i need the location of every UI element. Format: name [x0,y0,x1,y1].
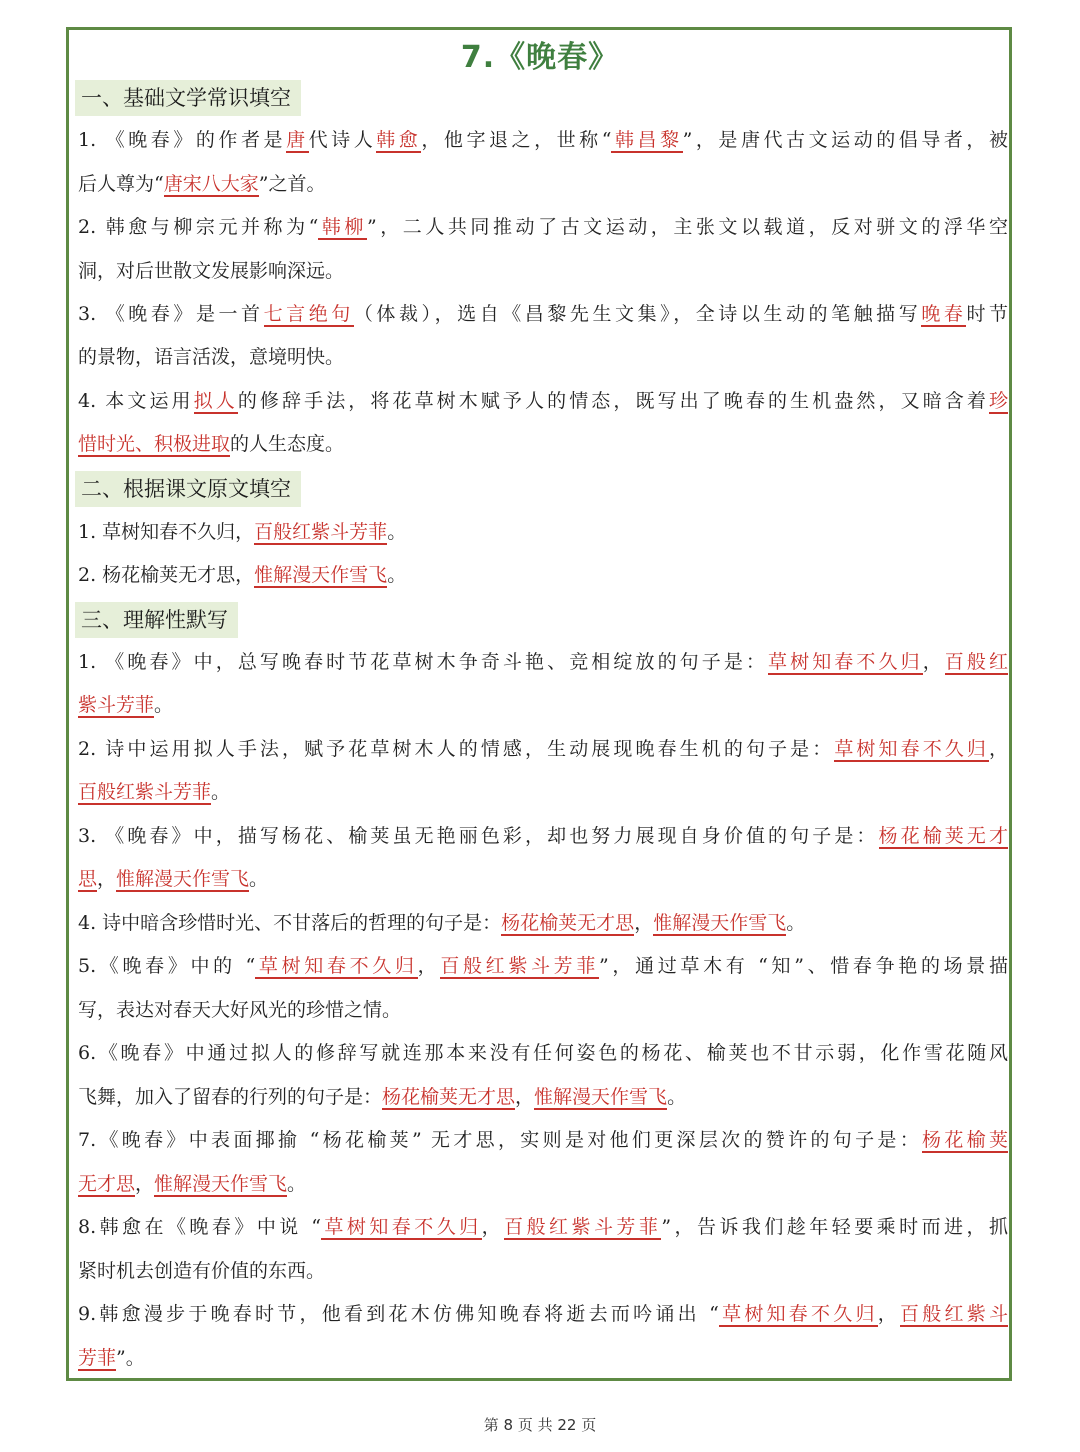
answer: 草树知春不久归 [255,955,418,977]
s3-q3-line2: 思，惟解漫天作雪飞。 [78,868,269,890]
s3-q9-line1: 9.韩愈漫步于晚春时节，他看到花木仿佛知晚春将逝去而吟诵出 “草树知春不久归，百般红紫斗 [78,1303,1008,1325]
section-heading-understanding: 三、理解性默写 [75,602,238,638]
s3-q9-line2: 芳菲”。 [78,1347,145,1369]
s3-q8-line1: 8.韩愈在《晚春》中说 “草树知春不久归，百般红紫斗芳菲”，告诉我们趁年轻要乘时而进，抓 [78,1216,1008,1238]
s3-q2-line2: 百般红紫斗芳菲。 [78,781,231,803]
answer: 百般红紫斗芳菲 [78,781,212,803]
answer: 唐 [286,129,309,151]
page-number: 第 8 页 共 22 页 [483,1416,597,1434]
answer: 惜时光、积极进取 [78,433,231,455]
answer: 百般红紫斗 [900,1303,1008,1325]
s3-q4: 4. 诗中暗含珍惜时光、不甘落后的哲理的句子是：杨花榆荚无才思，惟解漫天作雪飞。 [78,912,806,934]
answer: 珍 [988,390,1008,412]
answer: 惟解漫天作雪飞 [534,1086,668,1108]
answer: 草树知春不久归 [320,1216,482,1238]
s1-q1-line2: 后人尊为“唐宋八大家”之首。 [78,173,326,195]
answer: 紫斗芳菲 [78,694,155,716]
answer: 晚春 [921,303,967,325]
s3-q7-line1: 7.《晚春》中表面揶揄 “杨花榆荚” 无才思，实则是对他们更深层次的赞许的句子是：杨花榆荚 [78,1129,1008,1151]
answer: 惟解漫天作雪飞 [116,868,250,890]
s3-q7-line2: 无才思，惟解漫天作雪飞。 [78,1173,307,1195]
page-title: 7.《晚春》 [460,40,620,75]
answer: 韩愈 [376,129,422,151]
answer: 杨花榆荚无才思 [501,912,635,934]
s1-q2-line2: 洞，对后世散文发展影响深远。 [78,260,345,282]
answer: 七言绝句 [263,303,354,325]
answer: 芳菲 [78,1347,117,1369]
section-heading-basic: 一、基础文学常识填空 [75,80,301,116]
section-heading-recite: 二、根据课文原文填空 [75,471,301,507]
answer: 草树知春不久归 [768,651,923,673]
answer: 杨花榆荚 [922,1129,1008,1151]
answer: 拟人 [193,390,238,412]
answer: 杨花榆荚无才 [878,825,1008,847]
s1-q4-line2: 惜时光、积极进取的人生态度。 [78,433,345,455]
answer: 韩昌黎 [611,129,683,151]
answer: 唐宋八大家 [163,173,259,195]
answer: 无才思 [78,1173,136,1195]
s3-q8-line2: 紧时机去创造有价值的东西。 [78,1260,326,1282]
s2-q2: 2. 杨花榆荚无才思，惟解漫天作雪飞。 [78,564,407,586]
s3-q1-line1: 1. 《晚春》中，总写晚春时节花草树木争奇斗艳、竞相绽放的句子是：草树知春不久归，百般红 [78,651,1008,673]
answer: 思 [78,868,98,890]
answer: 惟解漫天作雪飞 [254,564,388,586]
s3-q2-line1: 2. 诗中运用拟人手法，赋予花草树木人的情感，生动展现晚春生机的句子是：草树知春不久归， [78,738,1008,760]
s3-q5-line1: 5.《晚春》中的 “草树知春不久归，百般红紫斗芳菲”，通过草木有 “知”、惜春争艳的场景描 [78,955,1008,977]
s1-q1-line1: 1. 《晚春》的作者是唐代诗人韩愈，他字退之，世称“韩昌黎”，是唐代古文运动的倡导者，被 [78,129,1008,151]
s1-q3-line2: 的景物，语言活泼，意境明快。 [78,346,345,368]
answer: 草树知春不久归 [718,1303,878,1325]
answer: 惟解漫天作雪飞 [154,1173,288,1195]
s3-q1-line2: 紫斗芳菲。 [78,694,174,716]
s3-q6-line2: 飞舞，加入了留春的行列的句子是：杨花榆荚无才思，惟解漫天作雪飞。 [78,1086,687,1108]
answer: 韩柳 [318,216,367,238]
answer: 百般红 [944,651,1008,673]
answer: 草树知春不久归 [834,738,989,760]
s3-q5-line2: 写，表达对春天大好风光的珍惜之情。 [78,999,402,1021]
answer: 百般红紫斗芳菲 [504,1216,662,1238]
s3-q6-line1: 6.《晚春》中通过拟人的修辞写就连那本来没有任何姿色的杨花、榆荚也不甘示弱，化作雪花随风 [78,1042,1008,1064]
s2-q1: 1. 草树知春不久归，百般红紫斗芳菲。 [78,521,407,543]
answer: 百般红紫斗芳菲 [440,955,600,977]
s3-q3-line1: 3. 《晚春》中，描写杨花、榆荚虽无艳丽色彩，却也努力展现自身价值的句子是：杨花榆荚无才 [78,825,1008,847]
answer: 杨花榆荚无才思 [382,1086,516,1108]
s1-q4-line1: 4. 本文运用拟人的修辞手法，将花草树木赋予人的情态，既写出了晚春的生机盎然，又暗含着珍 [78,390,1008,412]
answer: 惟解漫天作雪飞 [653,912,787,934]
s1-q3-line1: 3. 《晚春》是一首七言绝句（体裁），选自《昌黎先生文集》，全诗以生动的笔触描写晚春时节 [78,303,1008,325]
s1-q2-line1: 2. 韩愈与柳宗元并称为“韩柳”，二人共同推动了古文运动，主张文以载道，反对骈文的浮华空 [78,216,1008,238]
answer: 百般红紫斗芳菲 [254,521,388,543]
